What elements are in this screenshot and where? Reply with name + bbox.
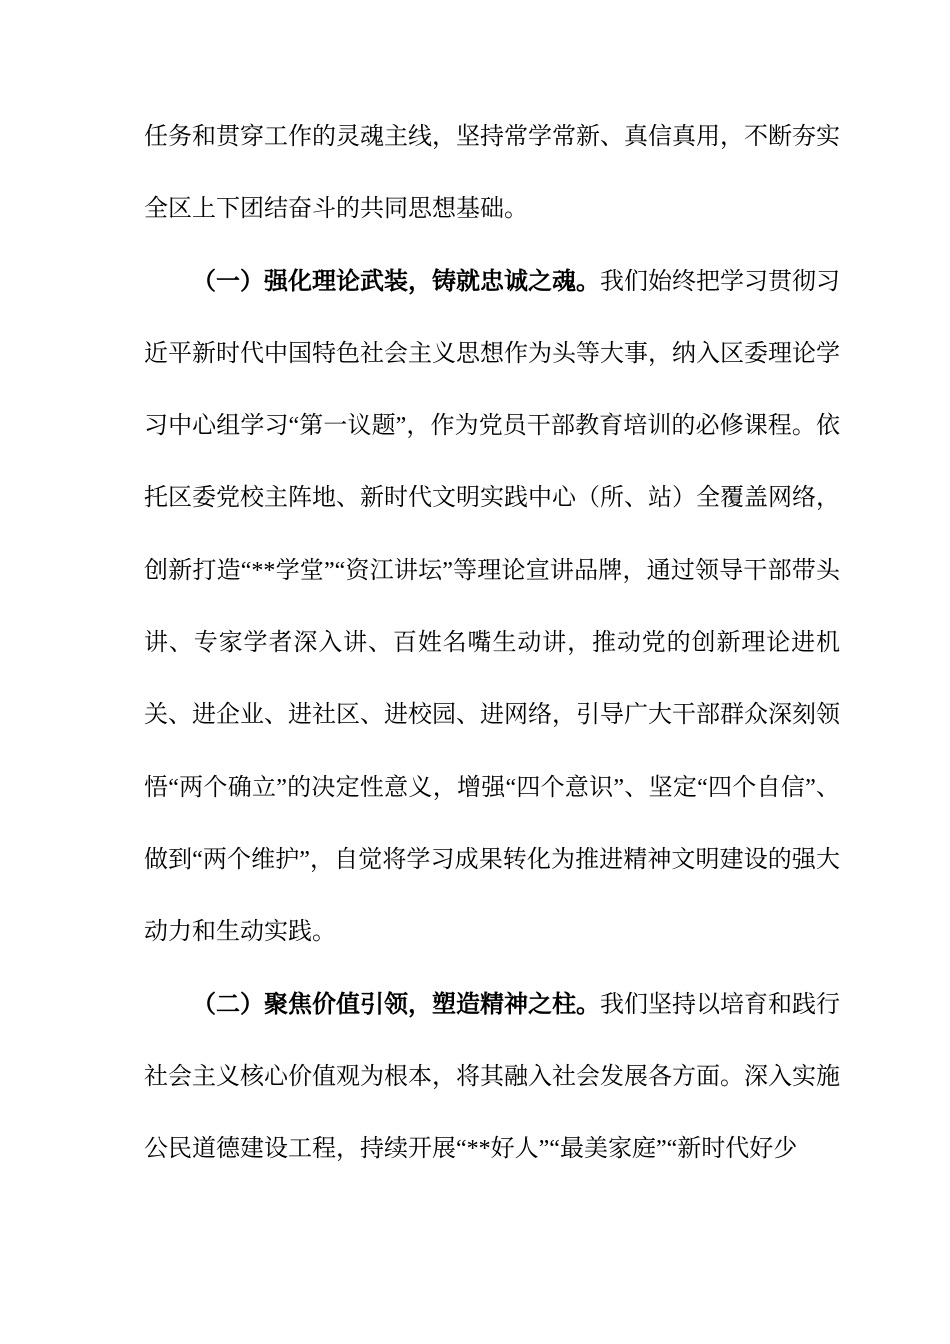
paragraph-text: 我们始终把学习贯彻习近平新时代中国特色社会主义思想作为头等大事，纳入区委理论学习中心组学习“第一议题”，作为党员干部教育培训的必修课程。依托区委党校主阵地、新时代文明实践中心（所、站）全覆盖网络，创新打造“**学堂”“资江讲坛”等理论宣讲品牌，通过领导干部带头讲、专家学者深入讲、百姓名嘴生动讲，推动党的创新理论进机关、进企业、进社区、进校园、进网络，引导广大干部群众深刻领悟“两个确立”的决定性意义，增强“四个意识”、坚定“四个自信”、做到“两个维护”，自觉将学习成果转化为推进精神文明建设的强大动力和生动实践。: [144, 268, 840, 946]
paragraph-text: 我们坚持以培育和践行社会主义核心价值观为根本，将其融入社会发展各方面。深入实施公民道德建设工程，持续开展“**好人”“最美家庭”“新时代好少: [144, 991, 840, 1163]
paragraph: [144, 969, 840, 1186]
document-body: [144, 101, 840, 1185]
paragraph: [144, 246, 840, 969]
section-heading-text: （一）强化理论武装，铸就忠诚之魂。: [192, 268, 600, 295]
paragraph-text: 任务和贯穿工作的灵魂主线，坚持常学常新、真信真用，不断夯实全区上下团结奋斗的共同思想基础。: [144, 124, 840, 223]
paragraph: [144, 101, 840, 246]
section-heading-text: （二）聚焦价值引领，塑造精神之柱。: [192, 991, 600, 1018]
